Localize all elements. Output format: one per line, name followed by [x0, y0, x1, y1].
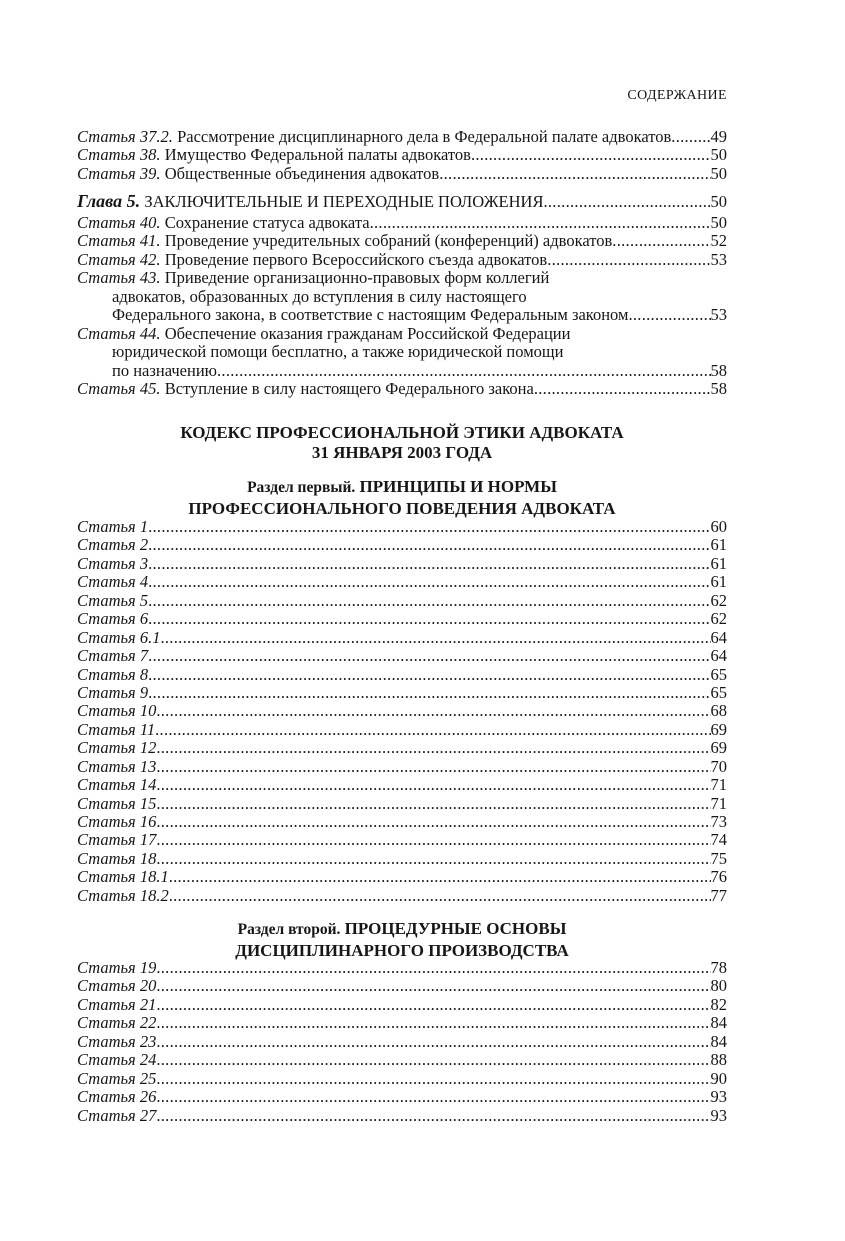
article-title-continued: по назначению — [112, 361, 217, 380]
article-title: Сохранение статуса адвоката — [164, 214, 370, 232]
article-title: Общественные объединения адвокатов — [164, 164, 440, 183]
article-label: Статья 9 — [77, 683, 149, 702]
toc-entry — [77, 1014, 727, 1032]
toc-entry — [77, 666, 727, 684]
section-title: ПРИНЦИПЫ И НОРМЫ — [359, 477, 557, 496]
article-label: Статья 6.1 — [77, 628, 161, 647]
leader-dots — [169, 887, 711, 905]
article-label: Статья 19 — [77, 959, 157, 977]
leader-dots — [156, 1033, 710, 1051]
toc-entry — [77, 831, 727, 849]
toc-entry — [77, 232, 727, 250]
article-label: Статья 11 — [77, 720, 156, 739]
toc-entry — [77, 592, 727, 610]
leader-dots — [148, 518, 710, 536]
page-number: 52 — [710, 232, 727, 251]
ethics-code-date-line: 31 ЯНВАРЯ 2003 ГОДА — [311, 443, 493, 462]
page-number: 70 — [710, 757, 727, 776]
article-label: Статья 20 — [77, 977, 157, 996]
article-label: Статья 43. — [77, 269, 161, 288]
article-title: Обеспечение оказания гражданам Российской Федерации — [164, 324, 571, 343]
article-label: Статья 15 — [77, 794, 157, 813]
leader-dots — [543, 191, 710, 212]
leader-dots — [156, 1107, 710, 1125]
page-number: 61 — [710, 573, 727, 592]
article-label: Статья 18.2 — [77, 886, 169, 905]
page-number: 71 — [710, 794, 727, 813]
toc-entry — [77, 1070, 727, 1088]
ethics-code-title-line: КОДЕКС ПРОФЕССИОНАЛЬНОЙ ЭТИКИ АДВОКАТА — [180, 423, 624, 442]
leader-dots — [156, 1070, 710, 1088]
toc-entry-continuation — [77, 362, 727, 380]
page-number: 88 — [710, 1051, 727, 1070]
article-label: Статья 39. — [77, 164, 161, 183]
article-label: Статья 18.1 — [77, 868, 169, 887]
page-number: 65 — [710, 665, 727, 684]
page-number: 62 — [710, 610, 727, 629]
article-label: Статья 37.2. — [77, 128, 173, 146]
leader-dots — [169, 868, 711, 886]
page-number: 76 — [710, 868, 727, 887]
leader-dots — [156, 1051, 710, 1069]
leader-dots — [148, 647, 710, 665]
toc-entry — [77, 850, 727, 868]
page-number: 61 — [710, 536, 727, 555]
leader-dots — [148, 666, 710, 684]
article-title-continued: Федерального закона, в соответствие с настоящим Федеральным законом — [112, 306, 629, 325]
toc-entry — [77, 813, 727, 831]
leader-dots — [148, 573, 710, 591]
page-number: 49 — [710, 128, 727, 146]
article-label: Статья 21 — [77, 995, 157, 1014]
page-number: 64 — [710, 647, 727, 666]
toc-entry — [77, 684, 727, 702]
chapter-title: ЗАКЛЮЧИТЕЛЬНЫЕ И ПЕРЕХОДНЫЕ ПОЛОЖЕНИЯ — [144, 192, 544, 211]
leader-dots — [148, 610, 710, 628]
toc-entry — [77, 610, 727, 628]
toc-law-entries — [77, 128, 727, 183]
toc-entry — [77, 269, 727, 287]
article-label: Статья 25 — [77, 1069, 157, 1088]
page-number: 64 — [710, 628, 727, 647]
toc-entry — [77, 959, 727, 977]
toc-entry — [77, 977, 727, 995]
article-label: Статья 17 — [77, 831, 157, 850]
article-label: Статья 22 — [77, 1014, 157, 1033]
toc-entry-continuation — [77, 288, 727, 306]
toc-entry — [77, 702, 727, 720]
leader-dots — [160, 629, 710, 647]
section-title-continued: ПРОФЕССИОНАЛЬНОГО ПОВЕДЕНИЯ АДВОКАТА — [188, 498, 616, 518]
toc-entry — [77, 887, 727, 905]
chapter-heading-row — [77, 190, 727, 212]
page-number: 50 — [710, 192, 727, 211]
page-number: 62 — [710, 591, 727, 610]
leader-dots — [156, 831, 710, 849]
leader-dots — [155, 721, 710, 739]
toc-entry — [77, 214, 727, 232]
toc-entry — [77, 758, 727, 776]
section-entries — [77, 518, 727, 905]
leader-dots — [156, 813, 710, 831]
leader-dots — [156, 1014, 710, 1032]
page-number: 84 — [710, 1014, 727, 1033]
article-title: Имущество Федеральной палаты адвокатов — [164, 146, 471, 165]
article-label: Статья 45. — [77, 379, 161, 398]
page-number: 69 — [710, 739, 727, 758]
page-number: 50 — [710, 214, 727, 232]
section-heading-line — [77, 477, 727, 499]
page-number: 58 — [710, 361, 727, 380]
article-label: Статья 24 — [77, 1051, 157, 1070]
section-title: ПРОЦЕДУРНЫЕ ОСНОВЫ — [344, 919, 567, 938]
section-label: Раздел второй. — [237, 921, 341, 938]
leader-dots — [156, 795, 710, 813]
leader-dots — [156, 776, 710, 794]
toc-entry — [77, 629, 727, 647]
page-number: 65 — [710, 683, 727, 702]
leader-dots — [148, 536, 710, 554]
running-header: СОДЕРЖАНИЕ — [627, 88, 727, 103]
article-label: Статья 41. — [77, 232, 161, 251]
leader-dots — [628, 306, 710, 324]
page-number: 71 — [710, 776, 727, 795]
article-label: Статья 38. — [77, 146, 161, 165]
section-heading-line — [77, 919, 727, 941]
article-label: Статья 2 — [77, 536, 149, 555]
leader-dots — [156, 739, 710, 757]
toc-entry — [77, 146, 727, 164]
article-label: Статья 8 — [77, 665, 149, 684]
toc-entry — [77, 996, 727, 1014]
article-title: Рассмотрение дисциплинарного дела в Федеральной палате адвокатов — [177, 128, 672, 146]
page-number: 77 — [710, 886, 727, 905]
chapter-label: Глава 5. — [77, 191, 141, 211]
toc-entry — [77, 573, 727, 591]
page-number: 53 — [710, 250, 727, 269]
toc-entry — [77, 251, 727, 269]
page-number: 69 — [710, 720, 727, 739]
article-label: Статья 5 — [77, 591, 149, 610]
leader-dots — [148, 684, 710, 702]
toc-entry — [77, 739, 727, 757]
page-number: 58 — [710, 379, 727, 398]
article-label: Статья 10 — [77, 702, 157, 721]
article-label: Статья 4 — [77, 573, 149, 592]
article-label: Статья 14 — [77, 776, 157, 795]
toc-entry — [77, 536, 727, 554]
page-number: 90 — [710, 1069, 727, 1088]
toc-entry — [77, 1033, 727, 1051]
article-label: Статья 1 — [77, 518, 149, 536]
leader-dots — [156, 977, 710, 995]
leader-dots — [612, 232, 710, 250]
article-title-continued: юридической помощи бесплатно, а также юридической помощи — [112, 343, 564, 362]
article-label: Статья 26 — [77, 1088, 157, 1107]
section-entries — [77, 959, 727, 1125]
section-title-continued: ДИСЦИПЛИНАРНОГО ПРОИЗВОДСТВА — [235, 940, 569, 960]
leader-dots — [370, 214, 711, 232]
section-heading — [77, 477, 727, 519]
article-label: Статья 13 — [77, 757, 157, 776]
article-label: Статья 44. — [77, 324, 161, 343]
article-label: Статья 18 — [77, 849, 157, 868]
toc-entry-continuation — [77, 343, 727, 361]
page-number: 80 — [710, 977, 727, 996]
toc-entry — [77, 1088, 727, 1106]
toc-chapter — [77, 190, 727, 212]
page-number: 68 — [710, 702, 727, 721]
article-title: Приведение организационно-правовых форм коллегий — [164, 269, 550, 288]
page-number: 50 — [710, 164, 727, 183]
article-label: Статья 40. — [77, 214, 161, 232]
page-number: 75 — [710, 849, 727, 868]
toc-entry — [77, 555, 727, 573]
leader-dots — [156, 850, 710, 868]
article-label: Статья 12 — [77, 739, 157, 758]
article-label: Статья 42. — [77, 250, 161, 269]
article-label: Статья 6 — [77, 610, 149, 629]
leader-dots — [156, 702, 710, 720]
article-label: Статья 27 — [77, 1106, 157, 1125]
page-number: 84 — [710, 1032, 727, 1051]
leader-dots — [148, 555, 710, 573]
toc-entry — [77, 776, 727, 794]
leader-dots — [156, 996, 710, 1014]
leader-dots — [156, 959, 710, 977]
toc-entry — [77, 868, 727, 886]
article-title: Проведение учредительных собраний (конференций) адвокатов — [164, 232, 613, 251]
article-title: Проведение первого Всероссийского съезда адвокатов — [164, 250, 548, 269]
toc-entry — [77, 380, 727, 398]
article-label: Статья 23 — [77, 1032, 157, 1051]
page-number: 74 — [710, 831, 727, 850]
toc-entry — [77, 1107, 727, 1125]
page-number: 82 — [710, 995, 727, 1014]
toc-entry-continuation — [77, 306, 727, 324]
ethics-code-title — [77, 423, 727, 463]
leader-dots — [148, 592, 710, 610]
article-label: Статья 3 — [77, 554, 149, 573]
page-number: 61 — [710, 554, 727, 573]
leader-dots — [217, 362, 711, 380]
article-title: Вступление в силу настоящего Федерального закона — [164, 379, 534, 398]
toc-entry — [77, 795, 727, 813]
page-number: 60 — [710, 518, 727, 536]
leader-dots — [156, 758, 710, 776]
page-number: 50 — [710, 146, 727, 165]
page-number: 53 — [710, 306, 727, 325]
toc-entry — [77, 1051, 727, 1069]
article-label: Статья 16 — [77, 813, 157, 831]
section-label: Раздел первый. — [247, 479, 356, 496]
section-heading — [77, 919, 727, 961]
toc-entry — [77, 647, 727, 665]
article-label: Статья 7 — [77, 647, 149, 666]
toc-entry — [77, 165, 727, 183]
leader-dots — [439, 165, 710, 183]
toc-entry — [77, 128, 727, 146]
toc-entry — [77, 721, 727, 739]
toc-entry — [77, 325, 727, 343]
article-title-continued: адвокатов, образованных до вступления в силу настоящего — [112, 287, 527, 306]
toc-chapter-entries — [77, 214, 727, 398]
leader-dots — [547, 251, 710, 269]
leader-dots — [671, 128, 710, 146]
page-number: 93 — [710, 1106, 727, 1125]
leader-dots — [471, 146, 711, 164]
toc-entry — [77, 518, 727, 536]
page-number: 93 — [710, 1088, 727, 1107]
leader-dots — [156, 1088, 710, 1106]
page-number: 73 — [710, 813, 727, 831]
leader-dots — [534, 380, 711, 398]
page-number: 78 — [710, 959, 727, 977]
